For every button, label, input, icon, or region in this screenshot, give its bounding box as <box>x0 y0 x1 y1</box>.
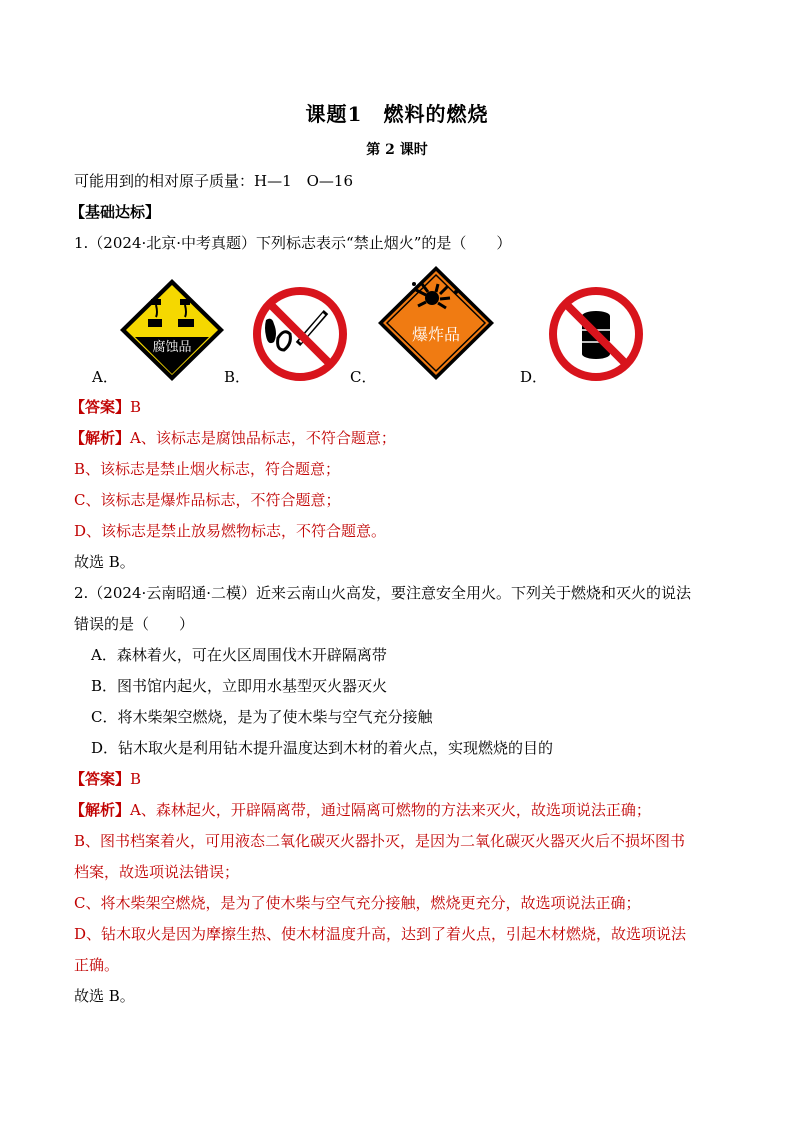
q1-answer-label: 【答案】 <box>70 398 131 416</box>
section-heading: 【基础达标】 <box>70 203 161 221</box>
q2-analysis-text: A、森林起火，开辟隔离带，通过隔离可燃物的方法来灭火，故选项说法正确； <box>130 801 651 819</box>
q2-option-b: B．图书馆内起火，立即用水基型灭火器灭火 <box>91 677 388 695</box>
no-fire-sign-icon <box>252 286 348 382</box>
corrosive-sign-text: 腐蚀品 <box>152 340 192 355</box>
page-subtitle: 第 2 课时 <box>366 142 428 158</box>
q1-analysis-line-2: B、该标志是禁止烟火标志，符合题意； <box>74 460 341 478</box>
q2-stem-line-2: 错误的是（ ） <box>74 615 195 633</box>
q1-analysis-line-1 <box>70 428 396 448</box>
q2-analysis-line-3: 档案，故选项说法错误； <box>74 863 240 881</box>
q2-option-d: D．钻木取火是利用钻木提升温度达到木材的着火点，实现燃烧的目的 <box>91 739 554 757</box>
q2-stem-line-1: 2.（2024·云南昭通·二模）近来云南山火高发，要注意安全用火。下列关于燃烧和灭火的说法 <box>74 584 692 602</box>
q1-analysis-label: 【解析】 <box>70 429 131 447</box>
q2-answer-label: 【答案】 <box>70 770 131 788</box>
q1-analysis-line-3: C、该标志是爆炸品标志，不符合题意； <box>74 491 341 509</box>
q2-analysis-line-2: B、图书档案着火，可用液态二氧化碳灭火器扑灭，是因为二氧化碳灭火器灭火后不损坏图书 <box>74 832 686 850</box>
corrosive-sign-icon <box>118 277 226 383</box>
q1-answer-value: B <box>130 398 142 416</box>
q2-conclusion: 故选 B。 <box>74 987 135 1005</box>
q1-option-d: D． <box>520 368 548 386</box>
explosive-sign-text: 爆炸品 <box>411 325 461 344</box>
q1-conclusion: 故选 B。 <box>74 553 135 571</box>
q1-analysis-text: A、该标志是腐蚀品标志，不符合题意； <box>130 429 396 447</box>
q1-answer <box>70 397 141 417</box>
q2-answer-value: B <box>130 770 142 788</box>
q1-option-c: C． <box>350 368 377 386</box>
atomic-mass-note: 可能用到的相对原子质量：H—1 O—16 <box>74 172 354 190</box>
q1-option-b: B． <box>224 368 251 386</box>
q1-stem: 1.（2024·北京·中考真题）下列标志表示“禁止烟火”的是（ ） <box>74 234 512 252</box>
q2-analysis-label: 【解析】 <box>70 801 131 819</box>
explosive-sign-icon <box>376 264 496 382</box>
q2-analysis-line-5: D、钻木取火是因为摩擦生热、使木材温度升高，达到了着火点，引起木材燃烧，故选项说法 <box>74 925 687 943</box>
q1-option-a: A． <box>92 368 118 386</box>
q2-analysis-line-6: 正确。 <box>74 956 120 974</box>
page-title: 课题1 燃料的燃烧 <box>305 102 489 126</box>
q2-analysis-line-1 <box>70 800 651 820</box>
q2-option-c: C．将木柴架空燃烧，是为了使木柴与空气充分接触 <box>91 708 433 726</box>
q2-analysis-line-4: C、将木柴架空燃烧，是为了使木柴与空气充分接触，燃烧更充分，故选项说法正确； <box>74 894 641 912</box>
q2-answer <box>70 769 141 789</box>
no-flammable-sign-icon <box>548 286 644 382</box>
q2-option-a: A．森林着火，可在火区周围伐木开辟隔离带 <box>91 646 387 664</box>
q1-analysis-line-4: D、该标志是禁止放易燃物标志，不符合题意。 <box>74 522 387 540</box>
